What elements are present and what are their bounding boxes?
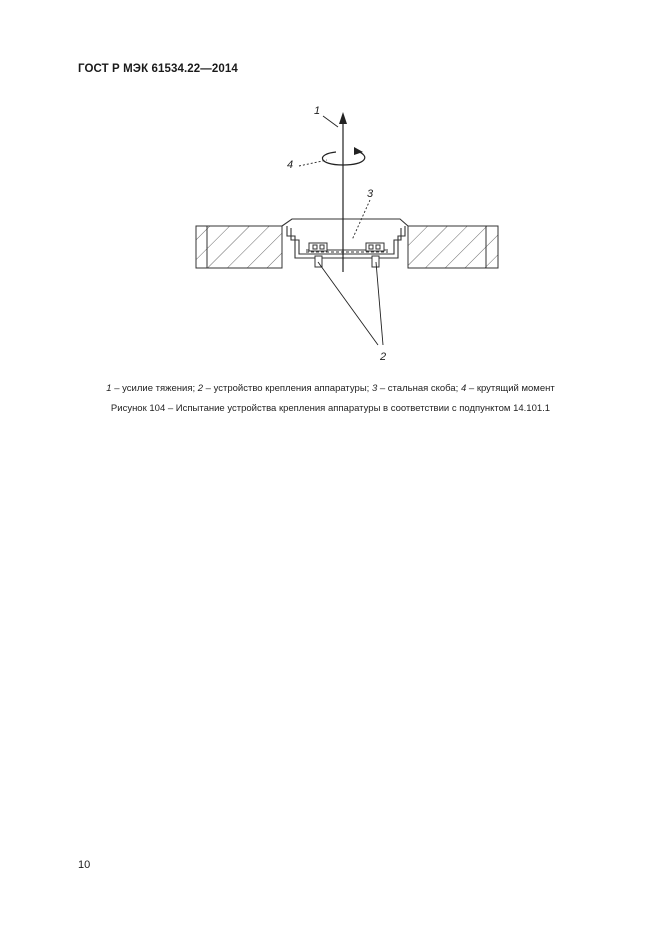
legend-item-4: 4 – крутящий момент xyxy=(460,383,555,394)
legend-item-3: 3 – стальная скоба; xyxy=(371,383,461,394)
callout-3: 3 xyxy=(367,188,374,200)
device-mount xyxy=(309,243,384,267)
pull-arrow-icon xyxy=(339,112,347,124)
plate-right xyxy=(408,226,498,268)
page-number: 10 xyxy=(78,859,91,871)
callout-2: 2 xyxy=(380,351,387,363)
plate-left xyxy=(196,226,282,268)
steel-bracket xyxy=(282,219,408,258)
figure-caption: Рисунок 104 – Испытание устройства крепления аппаратуры в соответствии с подпунктом 14.101.1 xyxy=(110,403,551,414)
leader-lines xyxy=(299,116,383,345)
test-setup-drawing xyxy=(190,96,510,366)
legend-item-2: 2 – устройство крепления аппаратуры; xyxy=(197,383,372,394)
document-standard-id: ГОСТ Р МЭК 61534.22—2014 xyxy=(78,63,238,75)
callout-4: 4 xyxy=(287,159,294,171)
callout-1: 1 xyxy=(314,105,321,117)
figure-legend xyxy=(0,383,661,394)
legend-item-1: 1 – усилие тяжения; xyxy=(106,383,198,394)
